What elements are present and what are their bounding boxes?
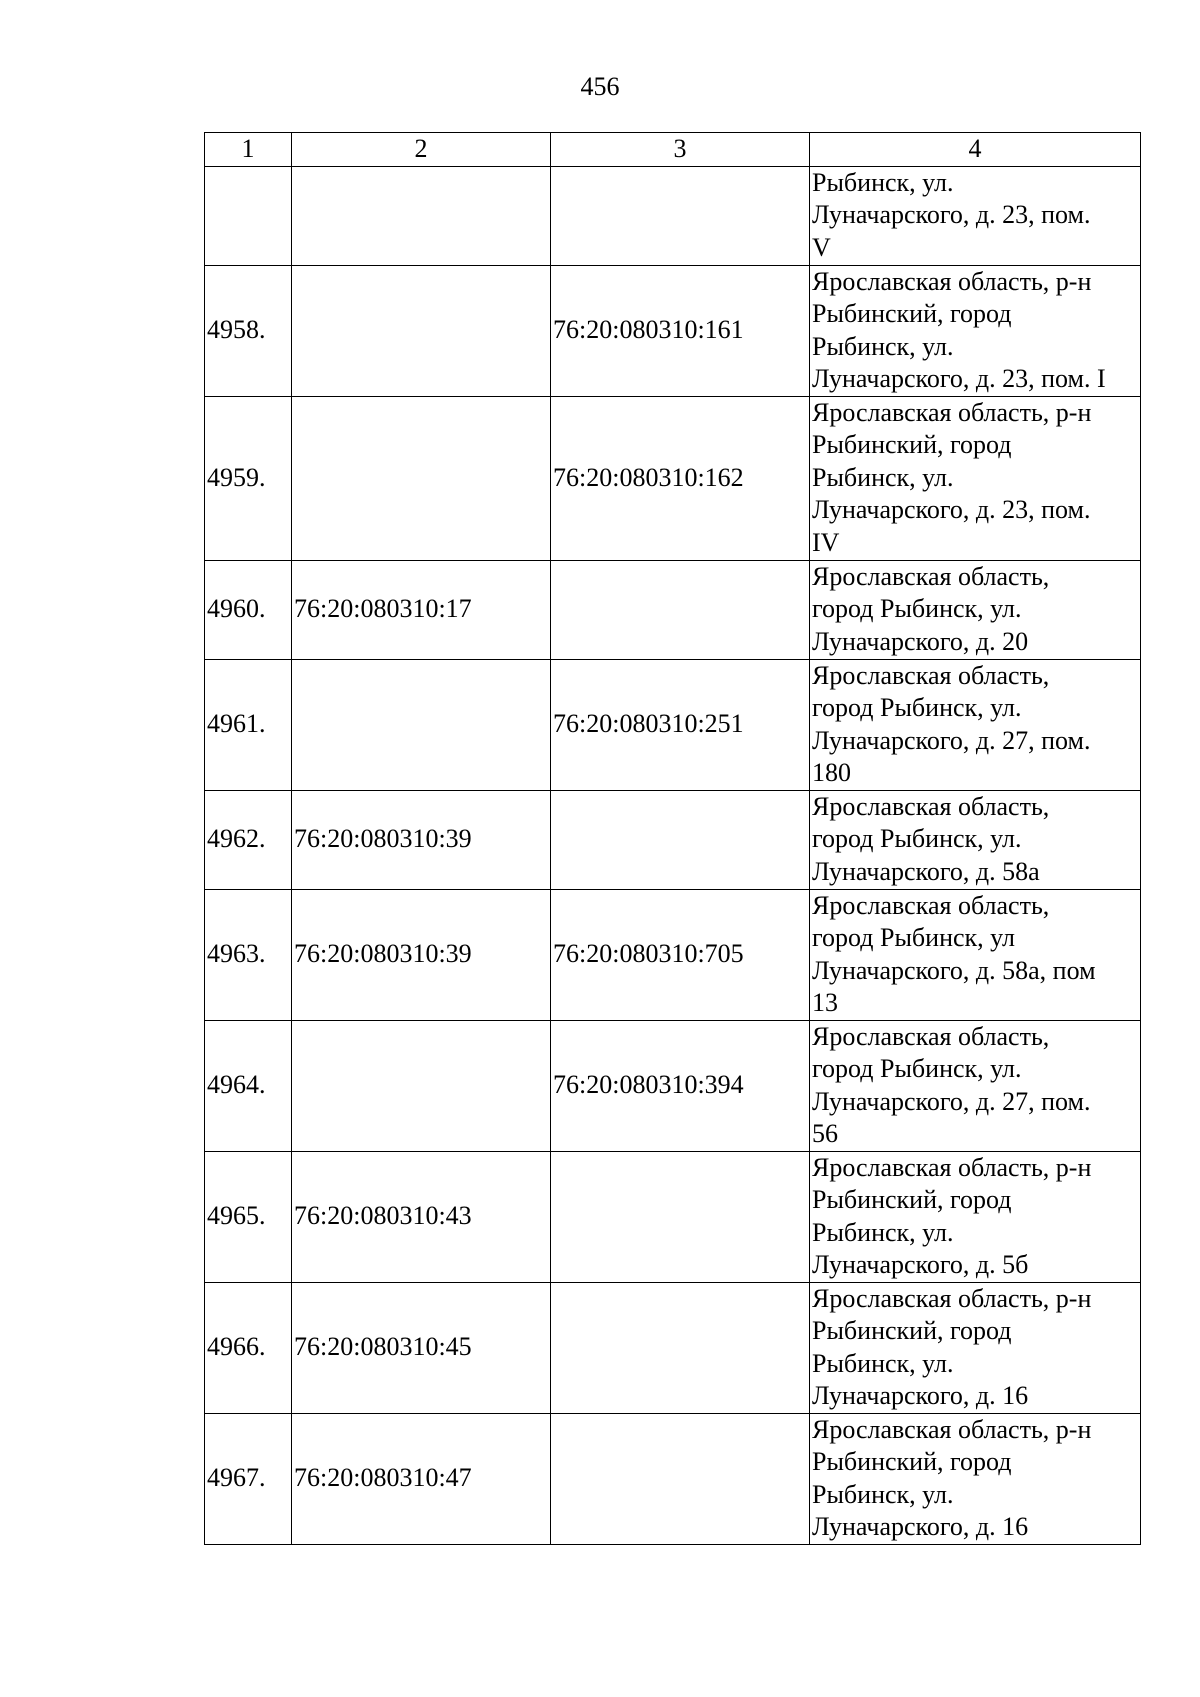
row-number: 4963. <box>205 889 292 1020</box>
cadastral-number-col2 <box>292 265 551 396</box>
row-number: 4961. <box>205 659 292 790</box>
cadastral-number-col2 <box>292 1020 551 1151</box>
table-row <box>205 790 1141 889</box>
cadastral-number-col2: 76:20:080310:39 <box>292 790 551 889</box>
row-number: 4967. <box>205 1413 292 1544</box>
cadastral-number-col2 <box>292 659 551 790</box>
header-col-4: 4 <box>810 133 1141 167</box>
cadastral-number-col3: 76:20:080310:161 <box>551 265 810 396</box>
cadastral-number-col3 <box>551 1413 810 1544</box>
cadastral-number-col2: 76:20:080310:17 <box>292 560 551 659</box>
row-number: 4964. <box>205 1020 292 1151</box>
address: Рыбинск, ул. Луначарского, д. 23, пом. V <box>810 166 1141 265</box>
cadastral-number-col3: 76:20:080310:251 <box>551 659 810 790</box>
cadastral-number-col2 <box>292 166 551 265</box>
header-col-2: 2 <box>292 133 551 167</box>
row-number: 4965. <box>205 1151 292 1282</box>
table-body <box>205 166 1141 1544</box>
table-row <box>205 166 1141 265</box>
row-number: 4960. <box>205 560 292 659</box>
address: Ярославская область, р-н Рыбинский, город Рыбинск, ул. Луначарского, д. 16 <box>810 1282 1141 1413</box>
table-row <box>205 1020 1141 1151</box>
cadastral-number-col2 <box>292 396 551 560</box>
row-number: 4966. <box>205 1282 292 1413</box>
table-row <box>205 659 1141 790</box>
page-number: 456 <box>580 72 620 101</box>
row-number <box>205 166 292 265</box>
table-header <box>205 133 1141 167</box>
cadastral-number-col3 <box>551 1282 810 1413</box>
cadastral-number-col2: 76:20:080310:39 <box>292 889 551 1020</box>
table-row <box>205 1282 1141 1413</box>
table-row <box>205 265 1141 396</box>
header-row <box>205 133 1141 167</box>
address: Ярославская область, р-н Рыбинский, город Рыбинск, ул. Луначарского, д. 5б <box>810 1151 1141 1282</box>
cadastral-table <box>204 132 1141 1545</box>
cadastral-number-col2: 76:20:080310:47 <box>292 1413 551 1544</box>
table-row <box>205 1413 1141 1544</box>
address: Ярославская область, город Рыбинск, ул. Луначарского, д. 27, пом. 56 <box>810 1020 1141 1151</box>
cadastral-number-col2: 76:20:080310:43 <box>292 1151 551 1282</box>
row-number: 4962. <box>205 790 292 889</box>
row-number: 4959. <box>205 396 292 560</box>
table-row <box>205 560 1141 659</box>
cadastral-number-col3: 76:20:080310:705 <box>551 889 810 1020</box>
address: Ярославская область, р-н Рыбинский, город Рыбинск, ул. Луначарского, д. 16 <box>810 1413 1141 1544</box>
cadastral-number-col3 <box>551 560 810 659</box>
address: Ярославская область, город Рыбинск, ул. Луначарского, д. 27, пом. 180 <box>810 659 1141 790</box>
address: Ярославская область, город Рыбинск, ул. Луначарского, д. 20 <box>810 560 1141 659</box>
address: Ярославская область, город Рыбинск, ул Луначарского, д. 58а, пом 13 <box>810 889 1141 1020</box>
table-row <box>205 396 1141 560</box>
cadastral-number-col3 <box>551 790 810 889</box>
table-row <box>205 1151 1141 1282</box>
header-col-1: 1 <box>205 133 292 167</box>
address: Ярославская область, р-н Рыбинский, город Рыбинск, ул. Луначарского, д. 23, пом. IV <box>810 396 1141 560</box>
address: Ярославская область, город Рыбинск, ул. Луначарского, д. 58а <box>810 790 1141 889</box>
cadastral-number-col2: 76:20:080310:45 <box>292 1282 551 1413</box>
cadastral-number-col3: 76:20:080310:394 <box>551 1020 810 1151</box>
table-row <box>205 889 1141 1020</box>
header-col-3: 3 <box>551 133 810 167</box>
cadastral-number-col3 <box>551 1151 810 1282</box>
cadastral-number-col3: 76:20:080310:162 <box>551 396 810 560</box>
cadastral-number-col3 <box>551 166 810 265</box>
row-number: 4958. <box>205 265 292 396</box>
address: Ярославская область, р-н Рыбинский, город Рыбинск, ул. Луначарского, д. 23, пом. I <box>810 265 1141 396</box>
